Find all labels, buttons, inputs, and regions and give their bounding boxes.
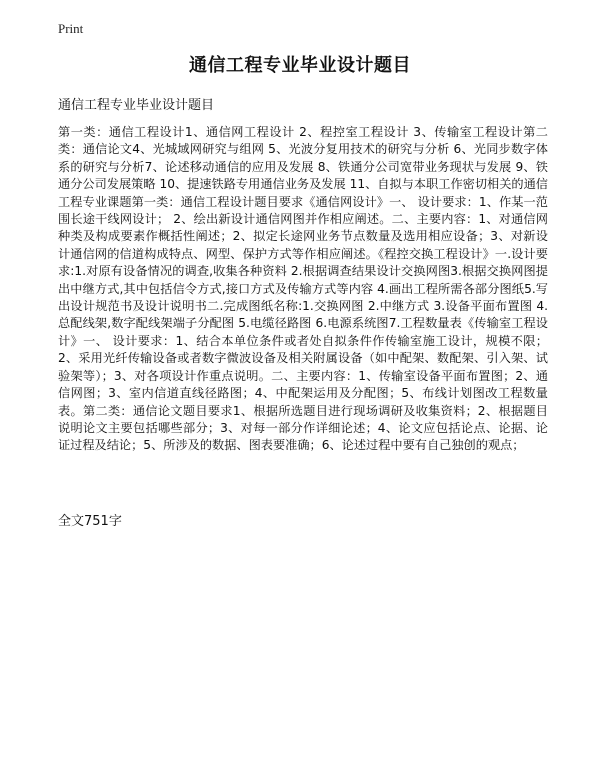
document-body: 第一类：通信工程设计1、通信网工程设计 2、程控室工程设计 3、传输室工程设计第二类：通信论文4、光城域网研究与组网 5、光波分复用技术的研究与分析 6、光同步数字体系的研究与分析7、论述移动通信的应用及发展 8、铁通分公司宽带业务现状与发展 9、铁通分公司发展策略 10、提速铁路专用通信业务及发展 11、自拟与本职工作密切相关的通信工程专业课题第一类：通信工程设计题目要求《通信网设计》一、 设计要求：1、作某一范围长途干线网设计； 2、绘出新设计通信网图并作相应阐述。二、主要内容：1、对通信网种类及构成要素作概括性阐述；2、拟定长途网业务节点数量及选用相应设备；3、对新设计通信网的信道构成特点、网型、保护方式等作相应阐述。《程控交换工程设计》一.设计要求:1.对原有设备情况的调查,收集各种资料 2.根据调查结果设计交换网图3.根据交换网图提出中继方式,其中包括信令方式,接口方式及传输方式等内容 4.画出工程所需各部分图纸5.写出设计规范书及设计说明书二.完成图纸名称:1.交换网图 2.中继方式 3.设备平面布置图 4.总配线架,数字配线架端子分配图 5.电缆径路图 6.电源系统图7.工程数量表《传输室工程设计》一、 设计要求：1、结合本单位条件或者处自拟条件作传输室施工设计，规模不限； 2、采用光纤传输设备或者数字微波设备及相关附属设备（如中配架、数配架、引入架、试验架等）；3、对各项设计作重点说明。二、主要内容：1、传输室设备平面布置图；2、通信网图；3、室内信道直线径路图；4、中配架运用及分配图；5、布线计划图改工程数量表。第二类：通信论文题目要求1、根据所选题目进行现场调研及收集资料；2、根据题目说明论文主要包括哪些部分；3、对每一部分作详细论述；4、论文应包括论点、论据、论证过程及结论；5、所涉及的数据、图表要准确；6、论述过程中要有自己独创的观点； — [58, 125, 548, 453]
document-title: 通信工程专业毕业设计题目 — [189, 55, 411, 76]
document-subtitle: 通信工程专业毕业设计题目 — [58, 98, 215, 113]
word-count: 全文751字 — [58, 514, 122, 529]
print-link[interactable]: Print — [58, 21, 84, 36]
